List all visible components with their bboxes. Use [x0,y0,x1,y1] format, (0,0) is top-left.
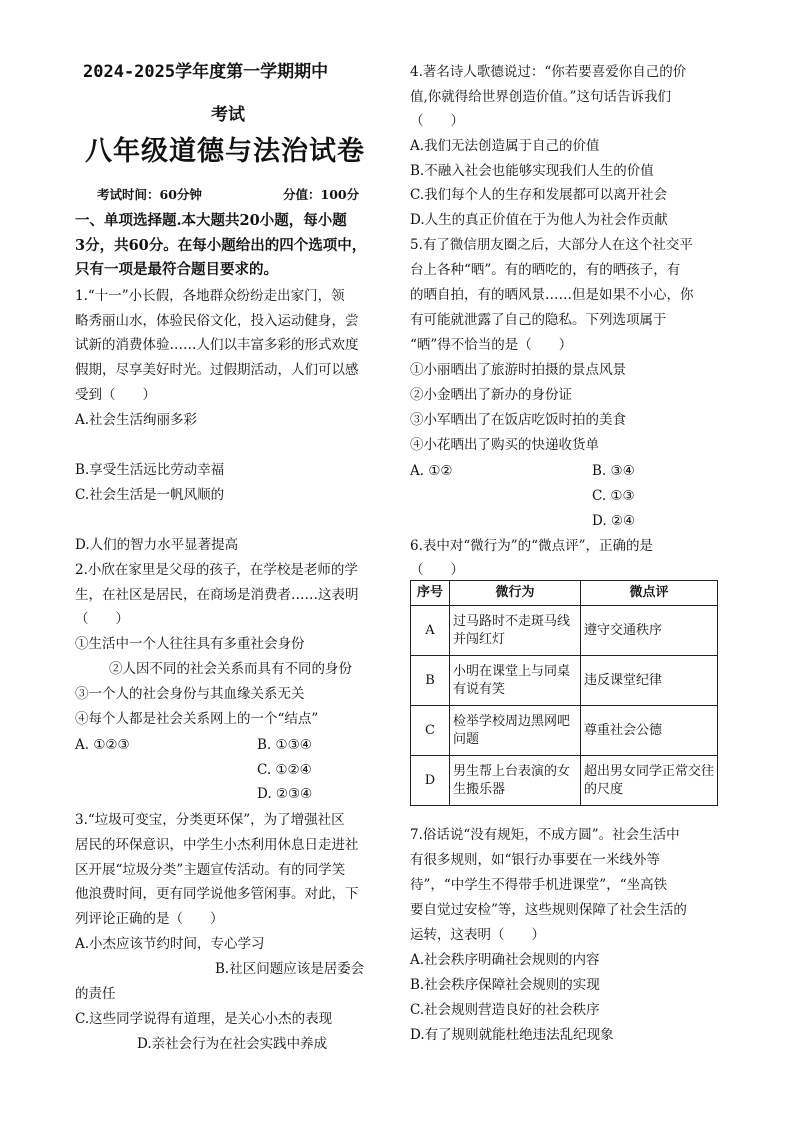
q5-option-b: B. ③④ [592,463,635,479]
table-cell: 小明在课堂上与同桌有说有笑 [450,656,581,706]
table-cell: 尊重社会公德 [581,706,718,756]
q2-statement: ④每个人都是社会关系网上的一个“结点” [75,711,319,727]
q2-option-a: A. ①②③ [75,737,130,753]
table-cell: 超出男女同学正常交往的尺度 [581,756,718,806]
section-1-line1: 一、单项选择题.本大题共20小题，每小题 [75,212,347,229]
q1-stem: 略秀丽山水，体验民俗文化，投入运动健身，尝 [75,313,359,329]
q5-statement: ②小金晒出了新办的身份证 [410,387,572,403]
q2-statement: ①生活中一个人往往具有多重社会身份 [75,636,305,652]
table-cell: 过马路时不走斑马线并闯红灯 [450,606,581,656]
q1-option-b: B.享受生活远比劳动幸福 [75,462,225,478]
q6-table [410,580,718,806]
q3-option-b-cont: 的责任 [75,986,116,1002]
q7-stem: 有很多规则，如“银行办事要在一米线外等 [410,852,660,868]
exam-score: 分值：100分 [283,187,360,202]
exam-title-big: 八年级道德与法治试卷 [85,136,365,167]
table-header-cell: 微行为 [450,581,581,606]
table-cell: 男生帮上台表演的女生搬乐器 [450,756,581,806]
q2-statement: ③一个人的社会身份与其血缘关系无关 [75,686,305,702]
q4-option-b: B.不融入社会也能够实现我们人生的价值 [410,163,654,179]
q2-option-b: B. ①③④ [257,737,312,753]
q7-option-d: D.有了规则就能杜绝违法乱纪现象 [410,1027,614,1043]
section-1-line3: 只有一项是最符合题目要求的。 [75,261,278,278]
section-1-line2: 3分，共60分。在每小题给出的四个选项中， [75,237,367,254]
table-cell: 遵守交通秩序 [581,606,718,656]
q5-stem: 有可能就泄露了自己的隐私。下列选项属于 [410,312,667,328]
q5-option-c: C. ①③ [592,488,635,504]
table-row [411,606,718,656]
q3-stem: 列评论正确的是（ ） [75,911,224,927]
q3-option-c: C.这些同学说得有道理，是关心小杰的表现 [75,1011,333,1027]
q5-statement: ④小花晒出了购买的快递收货单 [410,437,599,453]
q5-statement: ①小丽晒出了旅游时拍摄的景点风景 [410,362,626,378]
exam-title-line2: 考试 [211,105,245,125]
q3-option-b: B.社区问题应该是居委会 [215,961,365,977]
q3-stem: 他浪费时间，更有同学说他多管闲事。对此，下 [75,886,359,902]
table-cell: 违反课堂纪律 [581,656,718,706]
table-cell: 检举学校周边黑网吧问题 [450,706,581,756]
q4-stem: （ ） [410,113,464,129]
q7-option-a: A.社会秩序明确社会规则的内容 [410,952,600,968]
table-row [411,706,718,756]
q5-statement: ③小军晒出了在饭店吃饭时拍的美食 [410,412,626,428]
table-row [411,756,718,806]
exam-time: 考试时间：60分钟 [97,187,202,202]
q7-stem: 7.俗话说“没有规矩，不成方圆”。社会生活中 [410,827,680,843]
q2-stem: （ ） [75,611,129,627]
q7-stem: 运转，这表明（ ） [410,927,545,943]
q3-option-a: A.小杰应该节约时间，专心学习 [75,936,265,952]
q5-option-a: A. ①② [410,463,453,479]
q1-stem: 1.“十一”小长假，各地群众纷纷走出家门，领 [75,288,345,304]
q1-option-d: D.人们的智力水平显著提高 [75,537,239,553]
q7-stem: 要自觉过安检”等，这些规则保障了社会生活的 [410,902,687,918]
table-cell: D [411,756,450,806]
q1-option-a: A.社会生活绚丽多彩 [75,412,198,428]
q7-option-b: B.社会秩序保障社会规则的实现 [410,977,600,993]
q7-stem: 待”，“中学生不得带手机进课堂”，“坐高铁 [410,877,668,893]
q3-stem: 区开展“垃圾分类”主题宣传活动。有的同学笑 [75,862,346,878]
q4-option-a: A.我们无法创造属于自己的价值 [410,138,600,154]
table-cell: B [411,656,450,706]
table-header-row [411,581,718,606]
q2-statement: ②人因不同的社会关系而具有不同的身份 [109,661,352,677]
q5-stem: 5.有了微信朋友圈之后，大部分人在这个社交平 [410,237,693,253]
table-row [411,656,718,706]
q2-option-c: C. ①②④ [257,762,312,778]
q2-stem: 2.小欣在家里是父母的孩子，在学校是老师的学 [75,562,358,578]
q6-stem: 6.表中对“微行为”的“微点评”，正确的是 [410,538,653,554]
q5-stem: 的晒自拍，有的晒风景……但是如果不小心，你 [410,287,694,303]
table-cell: C [411,706,450,756]
exam-title-line1: 2024-2025学年度第一学期期中 [83,62,329,82]
table-header-cell: 微点评 [581,581,718,606]
q1-option-c: C.社会生活是一帆风顺的 [75,487,225,503]
q1-stem: 假期，尽享美好时光。过假期活动，人们可以感 [75,362,359,378]
table-header-cell: 序号 [411,581,450,606]
q3-stem: 居民的环保意识，中学生小杰利用休息日走进社 [75,837,359,853]
q3-option-d: D.亲社会行为在社会实践中养成 [137,1036,328,1052]
q4-option-c: C.我们每个人的生存和发展都可以离开社会 [410,187,668,203]
q2-stem: 生，在社区是居民，在商场是消费者……这表明 [75,587,359,603]
q2-option-d: D. ②③④ [257,786,313,802]
q6-stem: （ ） [410,562,464,578]
q1-stem: 受到（ ） [75,387,156,403]
q4-stem: 值,你就得给世界创造价值。”这句话告诉我们 [410,89,671,105]
q4-stem: 4.著名诗人歌德说过：“你若要喜爱你自己的价 [410,64,687,80]
q1-stem: 试新的消费体验……人们以丰富多彩的形式欢度 [75,337,359,353]
q5-stem: “晒”得不恰当的是（ ） [410,337,573,353]
table-cell: A [411,606,450,656]
q5-option-d: D. ②④ [592,513,636,529]
q4-option-d: D.人生的真正价值在于为他人为社会作贡献 [410,212,668,228]
q3-stem: 3.“垃圾可变宝，分类更环保”，为了增强社区 [75,812,345,828]
q5-stem: 台上各种“晒”。有的晒吃的，有的晒孩子，有 [410,262,681,278]
q7-option-c: C.社会规则营造良好的社会秩序 [410,1002,600,1018]
